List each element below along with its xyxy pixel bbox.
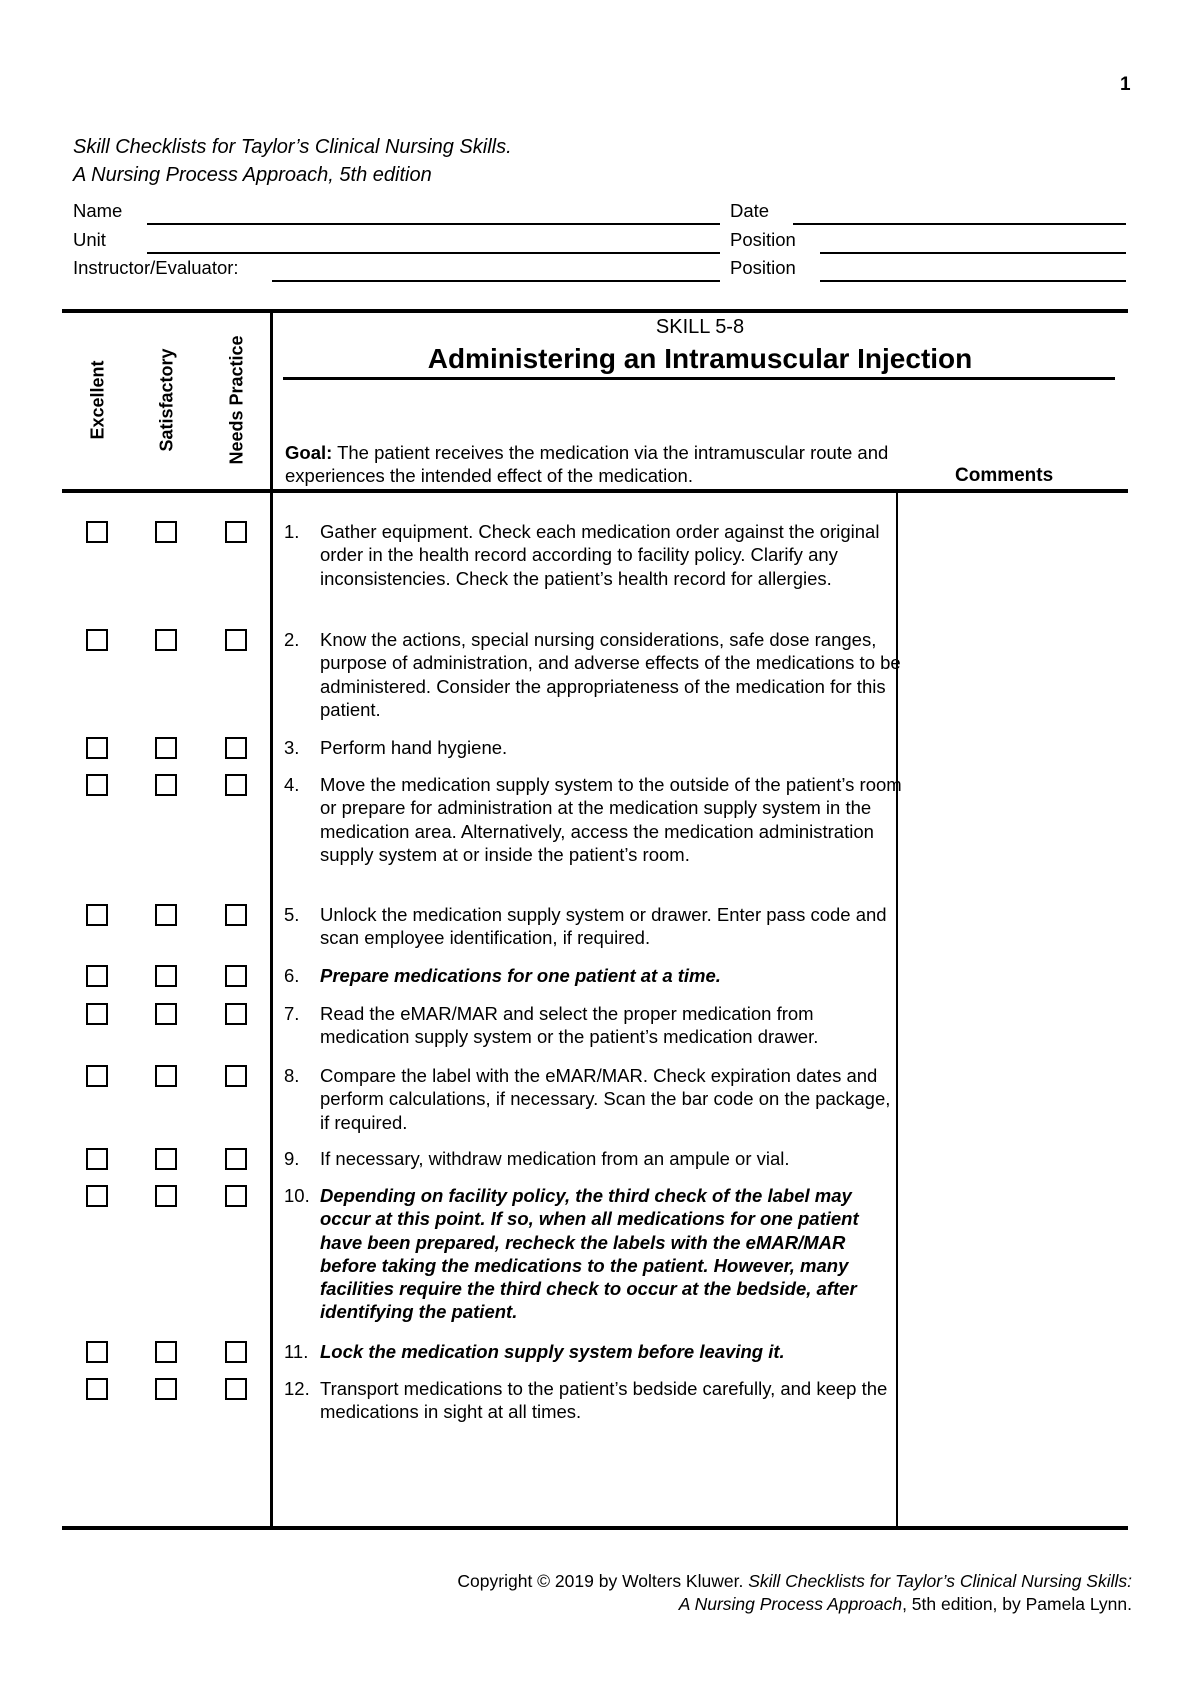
checkbox-needs-practice-step-3[interactable] xyxy=(225,737,247,759)
checkbox-satisfactory-step-10[interactable] xyxy=(155,1185,177,1207)
checkbox-satisfactory-step-5[interactable] xyxy=(155,904,177,926)
title-rule xyxy=(283,377,1115,380)
goal-label: Goal: xyxy=(285,442,333,463)
date-label: Date xyxy=(730,200,770,221)
copyright-book-line2: A Nursing Process Approach xyxy=(678,1594,903,1614)
table-bottom-rule xyxy=(62,1526,1128,1530)
step-text: Know the actions, special nursing considerations, safe dose ranges, purpose of administration, and adverse effects of the medications to be administered. Consider the appropriateness of the medication for this patient. xyxy=(320,629,901,720)
step-1 xyxy=(284,520,904,590)
step-text: Perform hand hygiene. xyxy=(320,737,508,758)
checkbox-excellent-step-7[interactable] xyxy=(86,1003,108,1025)
step-number: 12. xyxy=(284,1378,310,1399)
step-9 xyxy=(284,1147,904,1170)
step-text: Lock the medication supply system before leaving it. xyxy=(320,1341,785,1362)
checkbox-needs-practice-step-12[interactable] xyxy=(225,1378,247,1400)
step-12 xyxy=(284,1377,904,1424)
goal-statement xyxy=(285,441,915,487)
step-text: Move the medication supply system to the outside of the patient’s room or prepare for administration at the medication supply system in the medication area. Alternatively, access the medication administration supply system at or inside the patient’s room. xyxy=(320,774,902,865)
instructor-field[interactable] xyxy=(272,280,720,282)
step-5 xyxy=(284,903,904,950)
skill-title: Administering an Intramuscular Injection xyxy=(427,343,973,374)
checkbox-needs-practice-step-1[interactable] xyxy=(225,521,247,543)
checkbox-excellent-step-12[interactable] xyxy=(86,1378,108,1400)
checkbox-satisfactory-step-4[interactable] xyxy=(155,774,177,796)
step-text: If necessary, withdraw medication from an ampule or vial. xyxy=(320,1148,790,1169)
step-text: Depending on facility policy, the third check of the label may occur at this point. If so, when all medications for one patient have been prepared, recheck the labels with the eMAR/MAR before taking the medications to the patient. However, many facilities require the third check to occur at the bedside, after identifying the patient. xyxy=(320,1185,859,1323)
checkbox-needs-practice-step-2[interactable] xyxy=(225,629,247,651)
page-number: 1 xyxy=(1120,74,1131,95)
copyright-suffix: , 5th edition, by Pamela Lynn. xyxy=(902,1594,1132,1614)
step-number: 4. xyxy=(284,774,300,795)
checkbox-needs-practice-step-7[interactable] xyxy=(225,1003,247,1025)
checkbox-excellent-step-11[interactable] xyxy=(86,1341,108,1363)
instructor-label: Instructor/Evaluator: xyxy=(73,257,239,278)
step-number: 8. xyxy=(284,1065,300,1086)
rating-header-satisfactory: Satisfactory xyxy=(156,348,177,452)
name-field[interactable] xyxy=(147,223,720,225)
checkbox-satisfactory-step-2[interactable] xyxy=(155,629,177,651)
copyright-prefix: Copyright © 2019 by Wolters Kluwer. xyxy=(457,1571,749,1591)
step-10 xyxy=(284,1184,904,1324)
step-text: Gather equipment. Check each medication order against the original order in the health record according to facility policy. Clarify any inconsistencies. Check the patient’s health record for allergies. xyxy=(320,521,880,589)
checkbox-needs-practice-step-11[interactable] xyxy=(225,1341,247,1363)
checkbox-excellent-step-6[interactable] xyxy=(86,965,108,987)
checkbox-excellent-step-9[interactable] xyxy=(86,1148,108,1170)
position-field-1[interactable] xyxy=(820,252,1126,254)
table-top-rule xyxy=(62,309,1128,313)
checkbox-excellent-step-5[interactable] xyxy=(86,904,108,926)
comments-header: Comments xyxy=(955,465,1054,486)
step-number: 2. xyxy=(284,629,300,650)
date-field[interactable] xyxy=(793,223,1126,225)
name-label: Name xyxy=(73,200,123,221)
checkbox-satisfactory-step-6[interactable] xyxy=(155,965,177,987)
position-field-2[interactable] xyxy=(820,280,1126,282)
step-3 xyxy=(284,736,904,759)
step-8 xyxy=(284,1064,904,1134)
step-number: 1. xyxy=(284,521,300,542)
checkbox-excellent-step-8[interactable] xyxy=(86,1065,108,1087)
rating-header-needs-practice: Needs Practice xyxy=(226,335,247,465)
skill-number: SKILL 5-8 xyxy=(655,316,745,338)
checkbox-satisfactory-step-12[interactable] xyxy=(155,1378,177,1400)
step-6 xyxy=(284,964,904,987)
step-number: 11. xyxy=(284,1341,309,1362)
step-text: Prepare medications for one patient at a time. xyxy=(320,965,721,986)
position-label-2: Position xyxy=(730,257,796,278)
step-11 xyxy=(284,1340,904,1363)
book-title-line2: A Nursing Process Approach, 5th edition xyxy=(73,164,432,186)
checkbox-needs-practice-step-10[interactable] xyxy=(225,1185,247,1207)
checkbox-excellent-step-10[interactable] xyxy=(86,1185,108,1207)
step-text: Read the eMAR/MAR and select the proper medication from medication supply system or the patient’s medication drawer. xyxy=(320,1003,819,1048)
goal-text: The patient receives the medication via the intramuscular route and experiences the intended effect of the medication. xyxy=(285,442,889,486)
checkbox-satisfactory-step-7[interactable] xyxy=(155,1003,177,1025)
checkbox-needs-practice-step-6[interactable] xyxy=(225,965,247,987)
checkbox-excellent-step-1[interactable] xyxy=(86,521,108,543)
step-text: Transport medications to the patient’s bedside carefully, and keep the medications in sight at all times. xyxy=(320,1378,888,1423)
checkbox-needs-practice-step-4[interactable] xyxy=(225,774,247,796)
step-number: 10. xyxy=(284,1185,310,1206)
unit-field[interactable] xyxy=(147,252,720,254)
checkbox-satisfactory-step-1[interactable] xyxy=(155,521,177,543)
checkbox-excellent-step-3[interactable] xyxy=(86,737,108,759)
copyright-book-line1: Skill Checklists for Taylor’s Clinical Nursing Skills: xyxy=(748,1571,1132,1591)
rating-header-excellent: Excellent xyxy=(87,360,108,440)
step-number: 3. xyxy=(284,737,300,758)
checkbox-satisfactory-step-8[interactable] xyxy=(155,1065,177,1087)
checkbox-excellent-step-4[interactable] xyxy=(86,774,108,796)
checkbox-satisfactory-step-3[interactable] xyxy=(155,737,177,759)
checkbox-satisfactory-step-9[interactable] xyxy=(155,1148,177,1170)
step-2 xyxy=(284,628,904,721)
step-7 xyxy=(284,1002,904,1049)
book-title-line1: Skill Checklists for Taylor’s Clinical Nursing Skills. xyxy=(73,136,512,158)
checkbox-needs-practice-step-5[interactable] xyxy=(225,904,247,926)
step-number: 5. xyxy=(284,904,300,925)
step-number: 9. xyxy=(284,1148,300,1169)
checkbox-satisfactory-step-11[interactable] xyxy=(155,1341,177,1363)
step-text: Unlock the medication supply system or drawer. Enter pass code and scan employee identification, if required. xyxy=(320,904,887,949)
step-number: 7. xyxy=(284,1003,300,1024)
column-divider xyxy=(270,311,273,1528)
unit-label: Unit xyxy=(73,229,106,250)
step-number: 6. xyxy=(284,965,300,986)
step-4 xyxy=(284,773,904,866)
checkbox-excellent-step-2[interactable] xyxy=(86,629,108,651)
header-bottom-rule xyxy=(62,489,1128,493)
checkbox-needs-practice-step-8[interactable] xyxy=(225,1065,247,1087)
position-label-1: Position xyxy=(730,229,796,250)
checkbox-needs-practice-step-9[interactable] xyxy=(225,1148,247,1170)
copyright-notice xyxy=(457,1570,1132,1616)
step-text: Compare the label with the eMAR/MAR. Check expiration dates and perform calculations, if necessary. Scan the bar code on the package, if required. xyxy=(320,1065,891,1133)
